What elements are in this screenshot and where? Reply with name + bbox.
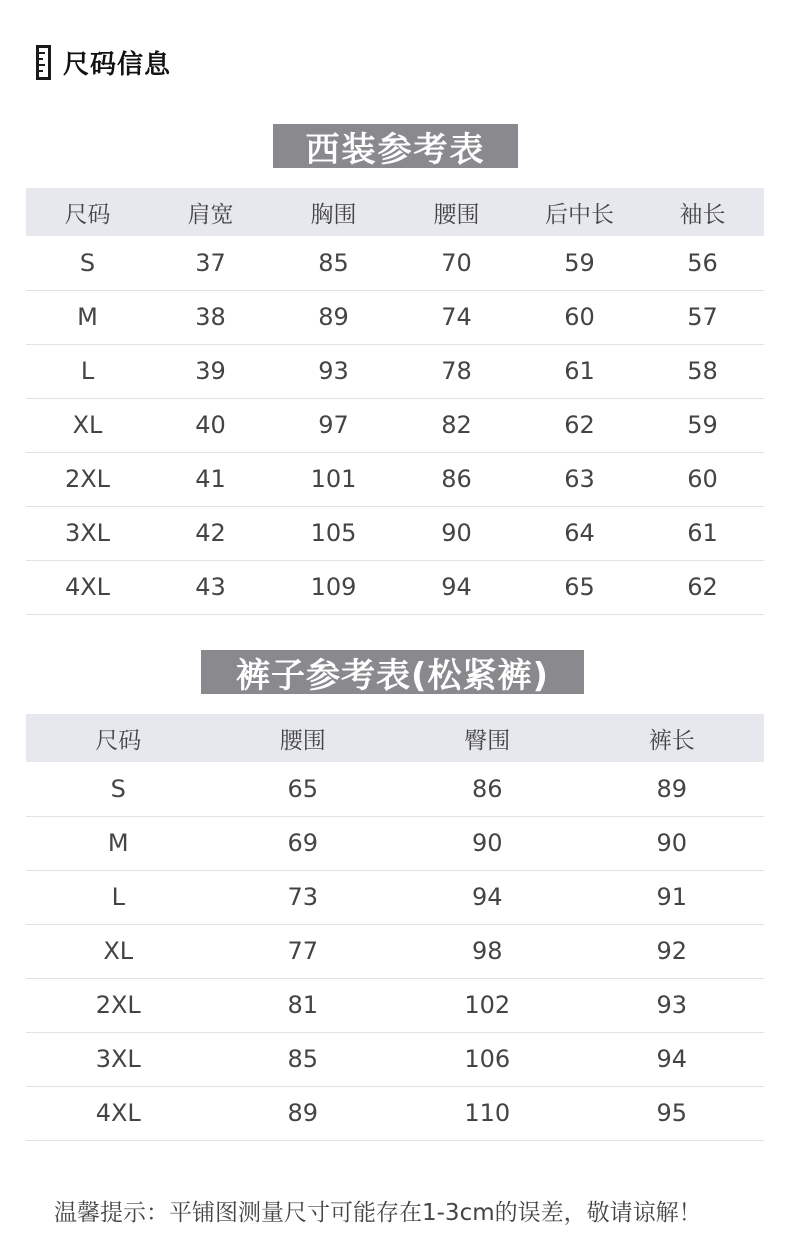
table-cell: 70 xyxy=(395,236,518,290)
table-cell: 109 xyxy=(272,560,395,614)
table-row xyxy=(26,560,764,614)
table-row xyxy=(26,398,764,452)
table-cell: 2XL xyxy=(26,978,211,1032)
table-row xyxy=(26,1032,764,1086)
table-row xyxy=(26,452,764,506)
table-cell: 62 xyxy=(641,560,764,614)
table-cell: XL xyxy=(26,924,211,978)
table-cell: 65 xyxy=(211,762,396,816)
table-row xyxy=(26,506,764,560)
table-cell: 89 xyxy=(272,290,395,344)
table-row xyxy=(26,870,764,924)
column-header: 后中长 xyxy=(518,188,641,236)
column-header: 尺码 xyxy=(26,714,211,762)
table-cell: 110 xyxy=(395,1086,580,1140)
pants-size-table xyxy=(26,714,764,1141)
table-cell: 74 xyxy=(395,290,518,344)
table-cell: 89 xyxy=(211,1086,396,1140)
table-row xyxy=(26,1086,764,1140)
table-cell: 69 xyxy=(211,816,396,870)
table-cell: 58 xyxy=(641,344,764,398)
table-cell: 106 xyxy=(395,1032,580,1086)
table-cell: XL xyxy=(26,398,149,452)
measurement-note: 温馨提示：平铺图测量尺寸可能存在1-3cm的误差，敬请谅解！ xyxy=(54,1200,702,1226)
table-cell: M xyxy=(26,816,211,870)
table-cell: 77 xyxy=(211,924,396,978)
table-cell: 78 xyxy=(395,344,518,398)
table-cell: 82 xyxy=(395,398,518,452)
table-cell: 4XL xyxy=(26,560,149,614)
table-cell: 4XL xyxy=(26,1086,211,1140)
table-cell: 95 xyxy=(580,1086,765,1140)
table-cell: 90 xyxy=(395,816,580,870)
pants-table-title: 裤子参考表(松紧裤) xyxy=(201,650,584,694)
table-cell: 105 xyxy=(272,506,395,560)
table-cell: 41 xyxy=(149,452,272,506)
table-cell: 97 xyxy=(272,398,395,452)
table-cell: 37 xyxy=(149,236,272,290)
table-cell: 91 xyxy=(580,870,765,924)
table-cell: L xyxy=(26,344,149,398)
table-cell: 94 xyxy=(580,1032,765,1086)
table-cell: 85 xyxy=(272,236,395,290)
size-info-header xyxy=(36,44,171,80)
table-cell: 62 xyxy=(518,398,641,452)
suit-size-table xyxy=(26,188,764,615)
column-header: 袖长 xyxy=(641,188,764,236)
table-row xyxy=(26,978,764,1032)
table-cell: 65 xyxy=(518,560,641,614)
column-header: 腰围 xyxy=(395,188,518,236)
table-cell: S xyxy=(26,236,149,290)
table-cell: 60 xyxy=(518,290,641,344)
table-cell: 63 xyxy=(518,452,641,506)
table-cell: 61 xyxy=(641,506,764,560)
table-cell: 59 xyxy=(518,236,641,290)
table-cell: 60 xyxy=(641,452,764,506)
table-cell: 98 xyxy=(395,924,580,978)
table-cell: 93 xyxy=(580,978,765,1032)
table-cell: L xyxy=(26,870,211,924)
table-cell: 56 xyxy=(641,236,764,290)
table-row xyxy=(26,816,764,870)
table-cell: 61 xyxy=(518,344,641,398)
table-cell: 90 xyxy=(580,816,765,870)
table-cell: S xyxy=(26,762,211,816)
table-cell: 94 xyxy=(395,560,518,614)
table-cell: 43 xyxy=(149,560,272,614)
table-cell: 40 xyxy=(149,398,272,452)
suit-table-title: 西装参考表 xyxy=(273,124,518,168)
table-cell: 86 xyxy=(395,452,518,506)
table-row xyxy=(26,924,764,978)
table-cell: 3XL xyxy=(26,506,149,560)
page-title: 尺码信息 xyxy=(63,49,172,80)
table-cell: M xyxy=(26,290,149,344)
table-header-row xyxy=(26,714,764,762)
table-cell: 73 xyxy=(211,870,396,924)
ruler-icon xyxy=(36,45,51,80)
column-header: 臀围 xyxy=(395,714,580,762)
table-cell: 42 xyxy=(149,506,272,560)
table-cell: 38 xyxy=(149,290,272,344)
table-cell: 102 xyxy=(395,978,580,1032)
column-header: 腰围 xyxy=(211,714,396,762)
column-header: 胸围 xyxy=(272,188,395,236)
table-cell: 57 xyxy=(641,290,764,344)
table-cell: 3XL xyxy=(26,1032,211,1086)
table-cell: 2XL xyxy=(26,452,149,506)
column-header: 肩宽 xyxy=(149,188,272,236)
column-header: 裤长 xyxy=(580,714,765,762)
table-row xyxy=(26,762,764,816)
table-cell: 86 xyxy=(395,762,580,816)
table-cell: 89 xyxy=(580,762,765,816)
table-cell: 92 xyxy=(580,924,765,978)
table-cell: 59 xyxy=(641,398,764,452)
table-row xyxy=(26,290,764,344)
table-header-row xyxy=(26,188,764,236)
table-cell: 39 xyxy=(149,344,272,398)
table-cell: 85 xyxy=(211,1032,396,1086)
table-row xyxy=(26,236,764,290)
table-cell: 81 xyxy=(211,978,396,1032)
table-cell: 90 xyxy=(395,506,518,560)
table-cell: 64 xyxy=(518,506,641,560)
table-cell: 94 xyxy=(395,870,580,924)
table-cell: 93 xyxy=(272,344,395,398)
table-cell: 101 xyxy=(272,452,395,506)
column-header: 尺码 xyxy=(26,188,149,236)
table-row xyxy=(26,344,764,398)
